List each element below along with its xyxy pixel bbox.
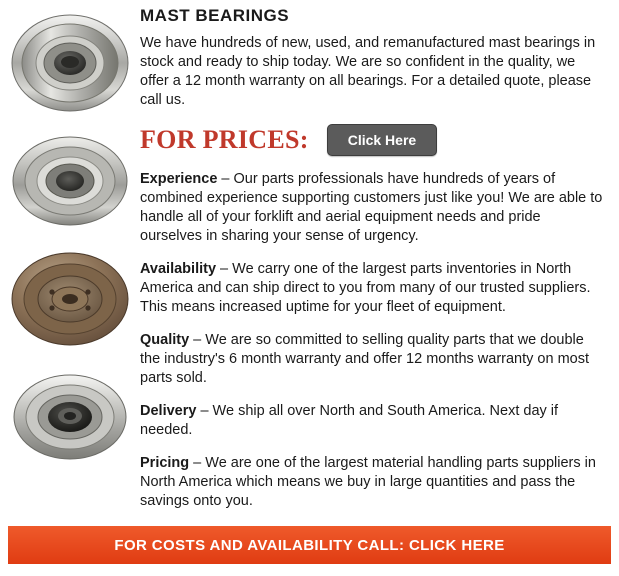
gallery-item-3 — [0, 358, 140, 476]
article-content — [140, 0, 619, 525]
crowned-mast-bearing-photo — [8, 131, 132, 231]
gallery-item-1 — [0, 122, 140, 240]
footer-cta-banner[interactable]: FOR COSTS AND AVAILABILITY CALL: CLICK HERE — [8, 526, 611, 564]
feature-experience — [140, 170, 603, 246]
product-image-gallery — [0, 0, 140, 525]
flanged-mast-bearing-photo — [8, 12, 132, 114]
prices-cta-row — [140, 124, 603, 156]
feature-text-experience: – Our parts professionals have hundreds of years of combined experience supporting customers just like you! We are able to handle all of your forklift and aerial equipment needs and pride ourselves in sharing your sense of urgency. — [140, 171, 603, 244]
feature-term-experience: Experience — [140, 171, 218, 187]
page-title: MAST BEARINGS — [140, 6, 290, 25]
bronze-sheave-bearing-photo — [8, 246, 132, 352]
feature-text-quality: – We are so committed to selling quality parts that we double the industry's 6 month warranty and offer 12 months warranty on most parts sold. — [140, 332, 589, 386]
feature-delivery — [140, 402, 603, 440]
click-here-button[interactable]: Click Here — [327, 124, 437, 156]
feature-term-availability: Availability — [140, 261, 217, 277]
feature-quality — [140, 331, 603, 388]
feature-term-quality: Quality — [140, 332, 190, 348]
deep-groove-mast-bearing-photo — [8, 367, 132, 467]
for-prices-label: FOR PRICES: — [140, 125, 309, 154]
feature-text-delivery: – We ship all over North and South America. Next day if needed. — [140, 403, 559, 438]
feature-term-pricing: Pricing — [140, 455, 190, 471]
feature-pricing — [140, 454, 603, 511]
feature-availability — [140, 260, 603, 317]
feature-term-delivery: Delivery — [140, 403, 197, 419]
gallery-item-0 — [0, 4, 140, 122]
intro-paragraph: We have hundreds of new, used, and remanufactured mast bearings in stock and ready to ship today. We are so confident in the quality, we offer a 12 month warranty on all bearings. For a detailed quote, please call us. — [140, 35, 596, 108]
feature-text-availability: – We carry one of the largest parts inventories in North America and can ship direct to you from many of our trusted suppliers. This means increased uptime for your fleet of equipment. — [140, 261, 591, 315]
feature-text-pricing: – We are one of the largest material handling parts suppliers in North America which means we buy in large quantities and pass the savings onto you. — [140, 455, 596, 509]
gallery-item-2 — [0, 240, 140, 358]
